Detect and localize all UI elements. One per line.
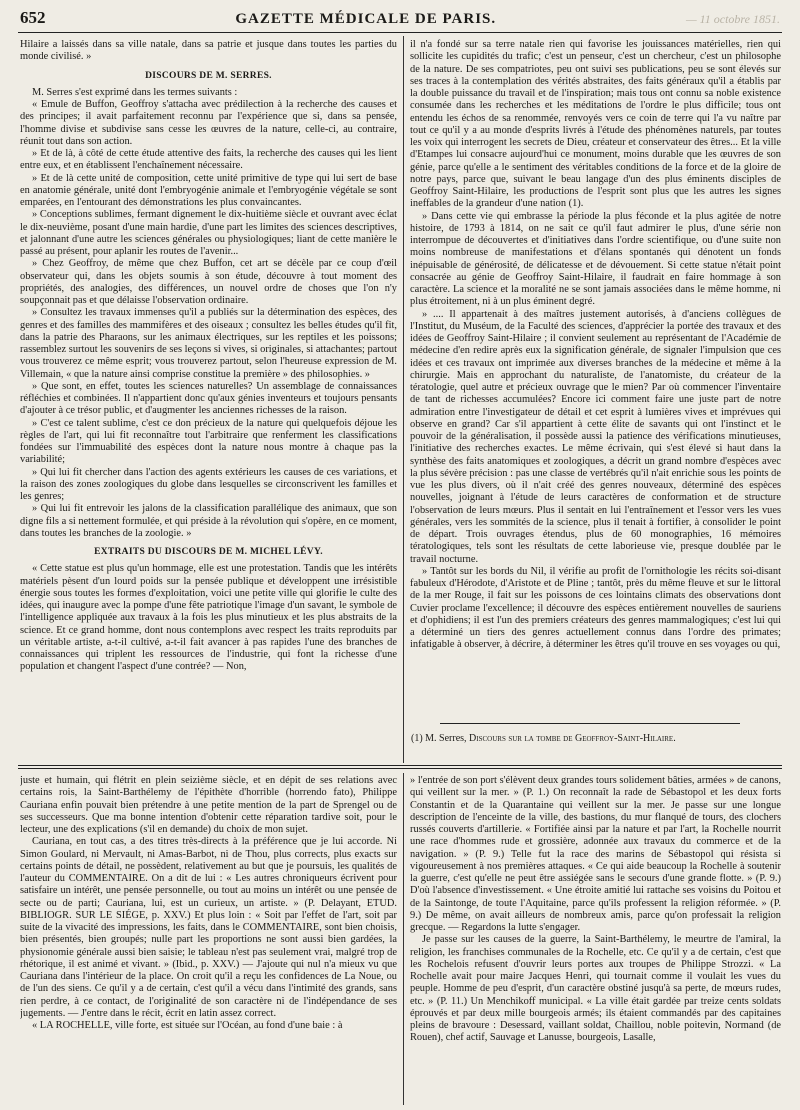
paragraph: » Et de là cette unité de composition, cette unité primitive de type qui lui sert de base en anatomie générale, unité dont l'embryogénie animale et l'embryogénie végétale se sont emparées, en l'entourant des démonstrations les plus convaincantes. xyxy=(20,172,397,208)
paragraph: » Dans cette vie qui embrasse la période la plus féconde et la plus agitée de notre histoire, de 1793 à 1814, on ne sait ce qu'il faut admirer le plus, d'une série non interrompue de découvertes et d'initiatives dans l'ordre scientifique, ou d'une suite non moins nombreuse de manifestations et d'élans spontanés qui dénotent un fonds inépuisable de générosité, de délicatesse et de dévouement. Si cette statue n'était point consacrée au génie de Geoffroy Saint-Hilaire, il faudrait en faire hommage à son caractère. La science et la moralité ne se sont jamais associées dans le même homme, ni plus étroitement, ni à un plus éminent degré. xyxy=(410,210,781,308)
paragraph: » Qui lui fit entrevoir les jalons de la classification parallélique des animaux, que son digne fils a si nettement formulée, et qui préside à la révolution qui s'opère, en ce moment, dans toutes les branches de la zoologie. » xyxy=(20,503,397,539)
section-rule xyxy=(18,765,782,766)
paragraph: » Consultez les travaux immenses qu'il a publiés sur la détermination des espèces, des genres et des familles des mammifères et des oiseaux ; consultez les belles études qu'il fit, dans la patrie des Pharaons, sur les animaux électriques, sur les reptiles et les poissons; rassemblez surtout les souvenirs de ses leçons si vives, si originales, si attachantes; partout vous trouverez ce même esprit; vous trouverez partout, selon l'heureuse expression de M. Villemain, « que la nature ainsi comprise constitue la première » des philosophies. » xyxy=(20,307,397,380)
paragraph: » .... Il appartenait à des maîtres justement autorisés, à d'anciens collègues de l'Institut, du Muséum, de la Faculté des sciences, d'apprécier la portée des travaux et des idées de Geoffroy Saint-Hilaire ; il convient seulement au représentant de l'Académie de médecine d'en redire après eux la signification générale, de signaler l'impulsion que ces idées et ces travaux ont imprimée aux diverses branches de la médecine et même à la chirurgie. Mais en approchant du naturaliste, de l'anatomiste, du créateur de la tératologie, quel autre et précieux ouvrage que le mien? Par où commencer l'inventaire de tant de richesses accumulées? Encore ici comment faire une juste part de notre admiration entre l'investigateur de détail et cet esprit à lumières vives et imprévues qui observe en grand? Car s'il appartient à cette élite de savants qui ont l'instinct et le pouvoir de la généralisation, il possède aussi la patience des vérifications minutieuses, l'initiative des recherches exactes. Le même écrivain, qui s'est élevé si haut dans la synthèse des faits anatomiques et zoologiques, a décrit un grand nombre d'espèces avec la plus sévère précision : pas une classe de vertébrés qu'il n'ait enrichie sous les points de vue les plus divers, où il n'ait créé des genres nouveaux, déterminé des espèces nouvelles, joignant à l'étude de leurs caractères de conformation et de structure l'observation de leurs mœurs. Plus il sentait en lui l'entraînement et l'essor vers les vues générales, vers les sommités de la science, plus il tenait à fortifier, à consolider le point de départ. Trois ouvrages étendus, plus de 60 monographies, 16 mémoires tératologiques, tels sont les résultats de cette laborieuse vie, presque doublée par le travail nocturne. xyxy=(410,308,781,565)
paragraph: juste et humain, qui flétrit en plein seizième siècle, et en dépit de ses relations avec certains rois, la Saint-Barthélemy de l'épithète d'horrible (horrendo fato), Philippe Cauriana enfin pouvait bien prétendre à une petite mention de la part de Sprengel ou de ses successeurs. Que ma bonne intention d'obtenir cette réparation tardive soit, pour le lecteur, une des explications (s'il en demande) du choix de mon sujet. xyxy=(20,775,397,835)
column-left-top xyxy=(20,39,397,761)
paragraph: » Qui lui fit chercher dans l'action des agents extérieurs les causes de ces variations, et la raison des zones zoologiques du globe dans lesquelles se circonscrivent les familles et les genres; xyxy=(20,466,397,502)
section-rule-thin xyxy=(18,768,782,769)
footnote-prefix: (1) M. Serres, xyxy=(411,733,467,744)
paragraph: » Chez Geoffroy, de même que chez Buffon, cet art se décèle par ce coup d'œil observateur qui, dans les objets soumis à son étude, découvre à tout moment des propriétés, des analogies, des différences, un nouvel ordre de choses que l'on n'y soupçonnait pas et que délaisse l'observation ordinaire. xyxy=(20,258,397,306)
serres-section-title: DISCOURS DE M. SERRES. xyxy=(145,70,272,81)
paragraph: » Conceptions sublimes, fermant dignement le dix-huitième siècle et ouvrant avec éclat le dix-neuvième, posant d'une main hardie, d'une part les limites des sciences descriptives, et jalonnant d'une autre les sciences générales ou physiologiques; liant de cette manière le passé au présent, pour aplanir les routes de l'avenir... xyxy=(20,209,397,257)
paragraph: « Emule de Buffon, Geoffroy s'attacha avec prédilection à la recherche des causes et des principes; il avait parfaitement reconnu par l'expérience que si, dans sa pensée, l'homme divise et subdivise sans cesse les œuvres de la nature, celle-ci, au contraire, réunit tout dans son action. xyxy=(20,99,397,147)
column-left-bottom xyxy=(20,775,397,1107)
journal-title: GAZETTE MÉDICALE DE PARIS. xyxy=(235,11,497,27)
footnote-title: Discours sur la tombe de Geoffroy-Saint-Hilaire. xyxy=(469,733,676,744)
paragraph: » l'entrée de son port s'élèvent deux grandes tours solidement bâties, armées » de canons, qui veillent sur la mer. » (P. 1.) On reconnaît la rade de Sébastopol et les deux forts Constantin et de la Quarantaine qui veillent sur la mer. Je passe sur une longue description de l'enceinte de la ville, des bastions, du mur flanqué de tours, des clochers russés couverts d'artillerie. « Fortifiée ainsi par la nature et par l'art, la Rochelle nourrit une race d'hommes rude et grossière, adonnée aux travaux du commerce et de la navigation. » (P. 9.) Telle fut la race des marins de Sébastopol qui résista si vigoureusement à nos premières attaques. « Ce qui aide beaucoup la Rochelle à soutenir la guerre, c'est qu'elle ne peut être assiégée sans le secours d'une grande flotte. » (P. 9.) D'où l'absence d'investissement. « Une étroite amitié lui rattache ses voisins du Poitou et de la Saintonge, de toute l'Aquitaine, parce qu'ils professent la religion réformée. » (P. 9.) De même, on avait ailleurs de nombreux amis, parce qu'on professait la religion grecque. — Regardons la lutte s'engager. xyxy=(410,775,781,933)
faded-date: — 11 octobre 1851. xyxy=(685,12,780,26)
column-right-bottom xyxy=(410,775,781,1107)
paragraph: Cauriana, en tout cas, a des titres très-directs à la préférence que je lui accorde. Ni Simon Goulard, ni Mervault, ni Amas-Barbot, ni de Thou, plus corrects, plus exacts sur certains points de détail, ne possèdent, relativement au but que je poursuis, les qualités de l'auteur du COMMENTAIRE. On a dit de lui : « Les autres chroniqueurs écrivent pour satisfaire un intérêt, une pensée personnelle, ou tout au moins un intérêt ou une pensée de secte ou de parti; Cauriana, lui, est un curieux, un artiste. » (P. Delayant, ETUD. BIBLIOGR. SUR LE SIÉGE, p. XXV.) Et plus loin : « Soit par l'effet de l'art, soit par suite de la vivacité des impressions, les faits, dans le COMMENTAIRE, sont bien choisis, bien présentés, bien groupés; nulle part les proportions ne sont aussi bien gardées, la physionomie générale aussi bien saisie; le tableau n'est pas seulement vrai, malgré trop de rhétorique, il est animé et vivant. » (Ibid., p. XXV.) — J'ajoute qui nul n'a mieux vu que Cauriana dans l'intérieur de la place. On croit qu'il a reçu les confidences de La Noue, ou de l'un des siens. Ce qu'il y a de certain, c'est qu'il a vécu dans l'intimité des grands, sans rien perdre, à ce contact, de l'originalité de son caractère ni de l'indépendance de ses jugements. — J'entre dans le récit, écrit en latin assez correct. xyxy=(20,836,397,1019)
column-divider-bottom xyxy=(403,773,404,1105)
paragraph: » Que sont, en effet, toutes les sciences naturelles? Un assemblage de connaissances réfléchies et combinées. Il n'appartient donc qu'aux génies inventeurs et toujours pensants d'ajouter à ce trésor public, et d'augmenter les anciennes richesses de la raison. xyxy=(20,380,397,417)
paragraph: il n'a fondé sur sa terre natale rien qui favorise les jouissances matérielles, rien qui sollicite les cupidités du trafic; c'est un penseur, c'est un chercheur, c'est un philosophe de la nature. De ses compatriotes, peu ont suivi ses publications, peu se sont élevés sur ses traces à la contemplation des vérités abstraites, des faits généraux qu'il a établis par la double puissance du travail et de l'inspiration; mais tous ont connu sa noble existence consumée dans les recherches et les méditations de l'ordre le plus difficile; tous ont entendu les échos de sa renommée, renvoyés vers ce coin de terre qui l'a vu naître par tout ce qu'il y a au monde d'esprits livrés à l'étude des phénomènes naturels, par toutes les voix qui interrogent les secrets de Dieu, créateur et conservateur des êtres... Et la ville d'Etampes lui consacre aujourd'hui ce monument, moins durable que les œuvres de son génie, parce qu'elle a le sentiment des véritables conditions de la force et de la gloire de notre pays, parce que, suivant le beau langage d'un des plus éminents disciples de Geoffroy Saint-Hilaire, les productions de l'esprit sont plus que les autres les signes ineffables de la grandeur d'une nation (1). xyxy=(410,39,781,210)
paragraph: M. Serres s'est exprimé dans les termes suivants : xyxy=(32,86,238,98)
paragraph: « LA ROCHELLE, ville forte, est située sur l'Océan, au fond d'une baie : à xyxy=(32,1020,343,1031)
header-rule xyxy=(18,32,782,33)
page-header xyxy=(20,8,780,28)
paragraph: » C'est ce talent sublime, c'est ce don précieux de la nature qui quelquefois déjoue les règles de l'art, qui lui fit reconnaître tout l'arbitraire que renferment les classifications fondées sur l'immuabilité des espèces dont la nature nous montre à chaque pas la variabilité; xyxy=(20,417,397,466)
footnote-rule xyxy=(440,723,740,724)
column-divider-top xyxy=(403,36,404,763)
levy-section-title: EXTRAITS DU DISCOURS DE M. MICHEL LÉVY. xyxy=(94,547,323,557)
column-right-top xyxy=(410,39,781,719)
footnote xyxy=(411,733,781,744)
paragraph: » Et de là, à côté de cette étude attentive des faits, la recherche des causes qui les lient entre eux, et en établissent l'enchaînement nécessaire. xyxy=(20,148,397,172)
paragraph: « Cette statue est plus qu'un hommage, elle est une protestation. Tandis que les intérêts matériels pèsent d'un lourd poids sur la pensée publique et développent une irrésistible énergie sous toutes les formes d'exploitation, voici une petite ville qui glorifie le culte des idées, qui inaugure avec la pompe d'une fête patriotique l'image d'un savant, le symbole de l'intelligence appliquée aux travaux à la fois les plus minutieux et les plus abstraits de la science. Et ce grand homme, dont nous contemplons avec respect les traits reproduits par un véritable artiste, a-t-il cultivé, a-t-il fait avancer à pas rapides l'une des branches de connaissances qui triplent les ressources de l'industrie, qui font la richesse d'une population et changent l'aspect d'une contrée? — Non, xyxy=(20,563,397,673)
paragraph: » Tantôt sur les bords du Nil, il vérifie au profit de l'ornithologie les récits soi-disant fabuleux d'Hérodote, d'Aristote et de Pline ; tantôt, près du même fleuve et sur le littoral de la mer Rouge, il fait sur les poissons de ces lointains climats des observations dont Cuvier proclame l'excellence; il découvre des espèces entièrement nouvelles de sauriens et d'ophidiens; il est l'un des premiers créateurs des genres mammalogiques; c'est lui qui a déterminé un tiers des genres actuellement connus dans l'ordre des primates; infatigable à observer, à décrire, à déterminer les êtres qu'il trouve en ses voyages ou qui, xyxy=(410,565,781,651)
intro-paragraph: Hilaire a laissés dans sa ville natale, dans sa patrie et jusque dans toutes les parties du monde civilisé. » xyxy=(20,39,397,63)
page-number: 652 xyxy=(20,8,46,27)
paragraph: Je passe sur les causes de la guerre, la Saint-Barthélemy, le meurtre de l'amiral, la religion, les franchises communales de la Rochelle, etc. Ce qu'il y a de certain, c'est que les Rochelois refusent d'ouvrir leurs portes aux troupes de Philippe Strozzi. « La Rochelle avait pour maire Jacques Henri, qui tournait comme il voulait les vues du peuple. Homme de peu d'esprit, d'un caractère obstiné jusqu'à sa perte, de mœurs rudes, etc. » (P. 11.) Un Menchikoff municipal. « La ville était gardée par treize cents soldats éprouvés et par deux mille bourgeois armés; ils étaient commandés par des capitaines pleins de bravoure : Desessard, vaillant soldat, Chaillou, noble poitevin, Normand (de Rouen), chef actif, Sauvage et Lanusse, bourgeois, Lasalle, xyxy=(410,934,781,1044)
